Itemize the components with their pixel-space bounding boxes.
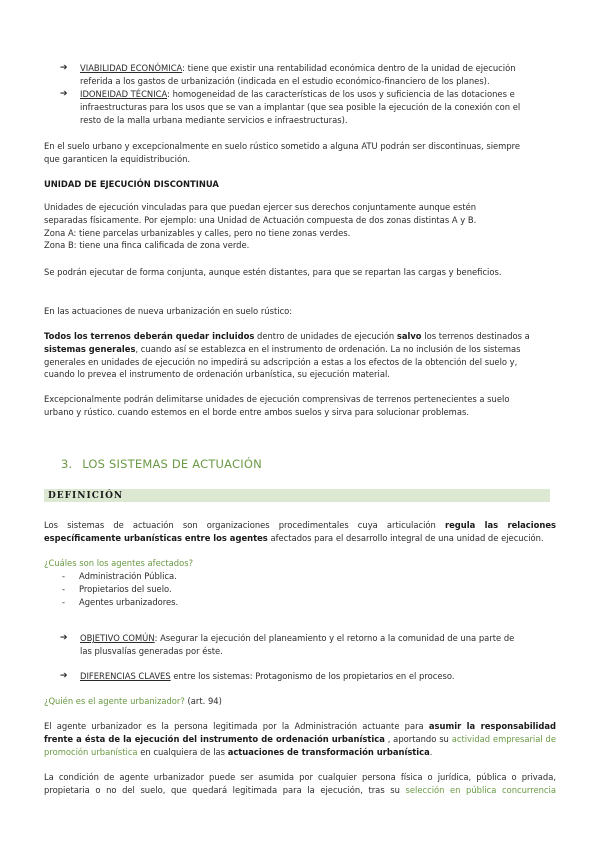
term-objetivo: OBJETIVO COMÚN [80,633,155,643]
text: dentro de unidades de ejecución [254,331,397,341]
para-definicion [44,519,556,545]
para-line: Excepcionalmente podrán delimitarse unidades de ejecución comprensivas de terrenos pertenecientes a suelo [44,394,510,404]
dash: - [62,597,66,607]
term-idoneidad: IDONEIDAD TÉCNICA [80,89,168,99]
diferencias-text: entre los sistemas: Protagonismo de los propietarios en el proceso. [170,671,455,681]
arrow-right-icon: ➔ [60,671,68,681]
question-text: ¿Quién es el agente urbanizador? [44,696,185,706]
term-viabilidad: VIABILIDAD ECONÓMICA [80,63,183,73]
para-excepcional [44,393,556,419]
bullet-objetivo [60,632,556,658]
definicion-bar [44,489,550,502]
para-condicion [44,771,556,797]
question-agentes: ¿Cuáles son los agentes afectados? [44,558,194,568]
arrow-right-icon: ➔ [60,633,68,643]
definicion-label: DEFINICIÓN [48,491,124,501]
bold-todos: Todos los terrenos deberán quedar incluidos [44,331,255,341]
para-line: Zona B: tiene una finca calificada de zona verde. [44,240,250,251]
para-line: que garanticen la equidistribución. [44,153,191,164]
para-unidades [44,201,556,252]
bold-especificamente: específicamente urbanísticas entre los agentes [44,532,268,543]
heading-unidad-discontinua: UNIDAD DE EJECUCIÓN DISCONTINUA [44,179,219,189]
section-heading [61,458,262,471]
green-seleccion: selección en pública concurrencia [405,784,556,795]
para-line: Zona A: tiene parcelas urbanizables y calles, pero no tiene zonas verdes. [44,227,351,238]
bullet-idoneidad [60,88,556,126]
dash: - [62,584,66,594]
para-suelo-urbano [44,140,556,166]
section-title: LOS SISTEMAS DE ACTUACIÓN [82,457,262,471]
question-urbanizador [44,695,556,708]
green-promocion: promoción urbanística [44,746,138,757]
para-line: urbano y rústico. cuando estemos en el borde entre ambos suelos y sirva para solucionar problemas. [44,406,469,417]
article-ref: (art. 94) [184,696,222,706]
term-diferencias: DIFERENCIAS CLAVES [80,671,171,681]
para-actuaciones: En las actuaciones de nueva urbanización en suelo rústico: [44,306,293,316]
text: propietaria o no del suelo, que quedará legitimada para la ejecución, tras su [44,784,406,795]
dash: - [62,571,66,581]
para-todos-terrenos [44,330,556,381]
para-line: cuando lo prevea el instrumento de ordenación urbanística, su ejecución material. [44,369,390,380]
text: afectados para el desarrollo integral de una unidad de ejecución. [267,532,544,543]
idoneidad-line-3: resto de la malla urbana mediante servicios e infraestructuras). [80,114,348,125]
viabilidad-line-2: referida a los gastos de urbanización (indicada en el estudio económico-financiero de los planes). [80,75,490,86]
bold-actuaciones: actuaciones de transformación urbanística [227,746,430,757]
bullet-diferencias [60,670,556,683]
bullet-viabilidad [60,62,556,88]
arrow-right-icon: ➔ [60,89,68,99]
para-line: generales en unidades de ejecución no impedirá su adscripción a estas a los efectos de la obtención del suelo y, [44,356,518,367]
agente-propietarios: Propietarios del suelo. [79,584,172,594]
viabilidad-line-1: : tiene que existir una rentabilidad económica dentro de la unidad de ejecución [182,63,516,73]
text: , cuando así se establezca en el instrumento de ordenación. La no inclusión de los sistemas [135,343,521,354]
para-conjunta: Se podrán ejecutar de forma conjunta, aunque estén distantes, para que se repartan las cargas y beneficios. [44,267,502,277]
objetivo-line-2: las plusvalías generadas por éste. [80,645,223,656]
idoneidad-line-1: : homogeneidad de las características de los usos y suficiencia de las dotaciones e [167,89,515,99]
arrow-right-icon: ➔ [60,63,68,73]
section-number: 3. [61,457,73,471]
bold-frente: frente a ésta de la ejecución del instrumento de ordenación urbanística [44,733,385,744]
idoneidad-line-2: infraestructuras para los usos que se van a implantar (que sea posible la ejecución de la conexión con el [80,101,521,112]
text: en cualquiera de las [137,746,228,757]
text: El agente urbanizador es la persona legitimada por la Administración actuante para [44,721,429,731]
objetivo-line-1: : Asegurar la ejecución del planeamiento y el retorno a la comunidad de una parte de [154,633,515,643]
bold-salvo: salvo [396,331,422,341]
green-actividad: actividad empresarial de [451,733,556,744]
agente-administracion: Administración Pública. [79,571,177,581]
para-line: Unidades de ejecución vinculadas para que puedan ejercer sus derechos conjuntamente aunque estén [44,202,477,212]
bold-asumir: asumir la responsabilidad [428,721,556,731]
bold-sistemas-generales: sistemas generales [44,343,136,354]
para-agente [44,720,556,758]
text: Los sistemas de actuación son organizaciones procedimentales cuya articulación [44,520,445,530]
agente-urbanizadores: Agentes urbanizadores. [79,597,179,607]
para-line: separadas físicamente. Por ejemplo: una Unidad de Actuación compuesta de dos zonas distintas A y B. [44,214,477,225]
bold-regula: regula las relaciones [444,520,556,530]
text: , aportando su [384,733,452,744]
text: los terrenos destinados a [421,331,530,341]
para-line: En el suelo urbano y excepcionalmente en suelo rústico sometido a alguna ATU podrán ser discontinuas, siempre [44,141,521,151]
para-line: La condición de agente urbanizador puede ser asumida por cualquier persona física o jurídica, pública o privada, [44,772,556,782]
text: . [429,746,433,757]
